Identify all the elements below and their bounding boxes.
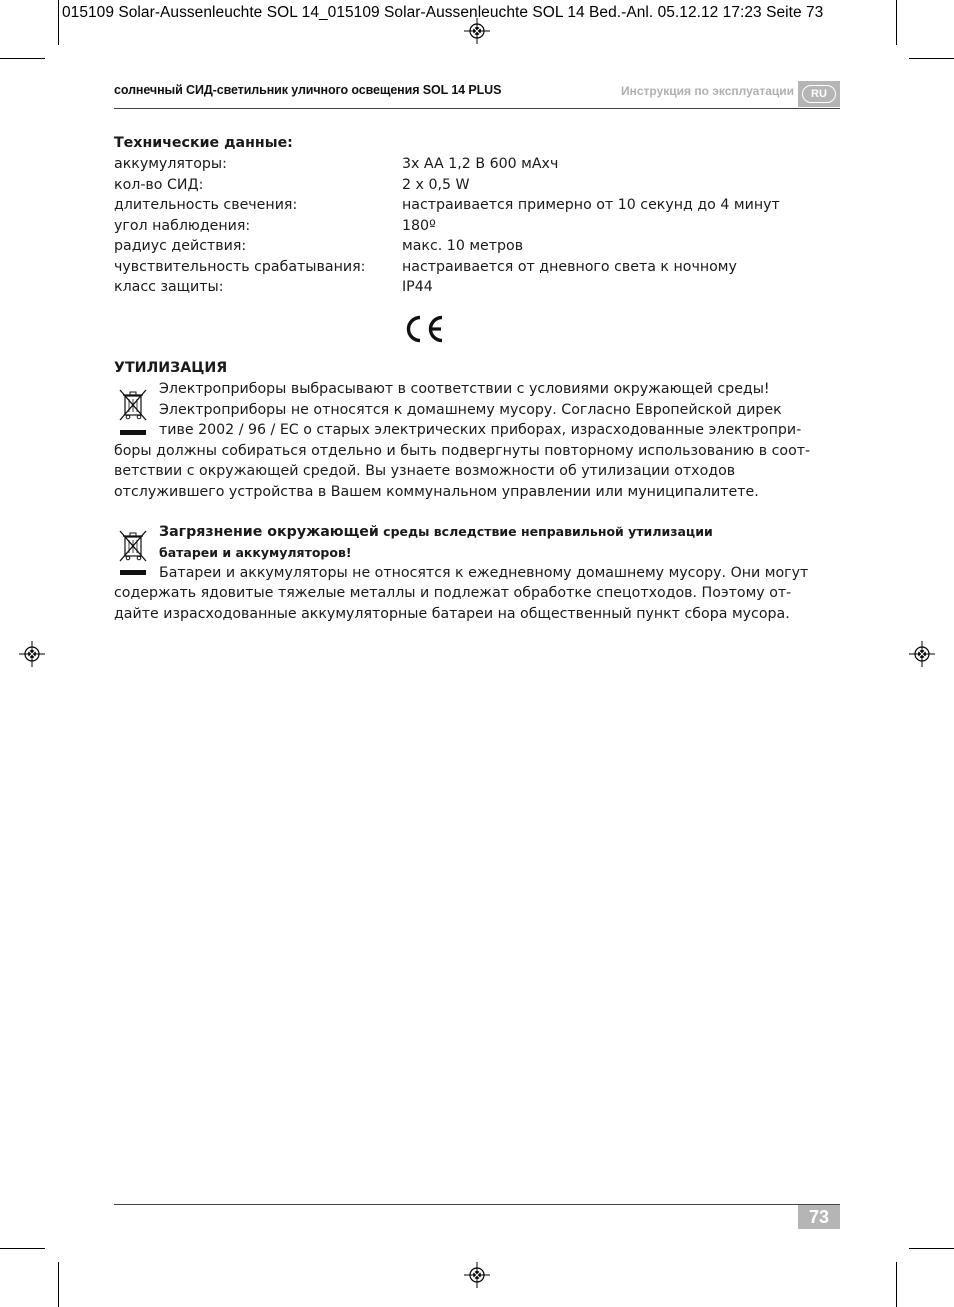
spec-row (114, 154, 840, 175)
crop-mark (909, 1248, 954, 1249)
spec-label: кол-во СИД: (114, 176, 204, 193)
header-subtitle: Инструкция по эксплуатации (620, 84, 794, 98)
specs-heading: Технические данные: (114, 135, 293, 151)
crop-mark (0, 1248, 45, 1249)
ce-mark-icon (401, 314, 445, 344)
disposal-line: отслужившего устройства в Вашем коммунальном управлении или муниципалитете. (114, 483, 759, 500)
disposal-line: боры должны собираться отдельно и быть подвергнуты повторному использованию в соот- (114, 442, 811, 459)
spec-value: настраивается от дневного света к ночному (402, 258, 737, 275)
crossed-bin-icon (116, 527, 150, 565)
spec-value: 180º (402, 217, 436, 234)
battery-heading-large: Загрязнение окружающей (159, 524, 379, 540)
registration-mark-icon (464, 1262, 490, 1288)
footer-rule (114, 1204, 840, 1205)
disposal-line: Электроприборы выбрасывают в соответствии с условиями окружающей среды! (159, 381, 770, 397)
battery-line: Батареи и аккумуляторы не относятся к ежедневному домашнему мусору. Они могут (159, 564, 809, 581)
header-rule (114, 108, 840, 109)
crop-mark (58, 1262, 59, 1307)
bin-bar (120, 430, 146, 435)
header-title: солнечный СИД-светильник уличного освещения SOL 14 PLUS (114, 83, 502, 97)
crossed-bin-icon (116, 386, 150, 424)
spec-row (114, 195, 840, 216)
battery-line: содержать ядовитые тяжелые металлы и подлежат обработке спецотходов. Поэтому от- (114, 585, 792, 601)
spec-label: длительность свечения: (114, 197, 298, 213)
spec-value: настраивается примерно от 10 секунд до 4 минут (402, 197, 780, 213)
spec-value: макс. 10 метров (402, 238, 524, 254)
battery-heading-line2: батареи и аккумуляторов! (159, 545, 352, 560)
spec-label: радиус действия: (114, 238, 247, 254)
language-badge: RU (802, 85, 836, 103)
spec-row (114, 175, 840, 196)
crop-mark (909, 58, 954, 59)
crop-mark (896, 1262, 897, 1307)
spec-value: 3x AA 1,2 В 600 мАхч (402, 156, 559, 172)
spec-row (114, 277, 840, 298)
spec-label: угол наблюдения: (114, 217, 251, 234)
page-number: 73 (798, 1205, 840, 1229)
spec-label: чувствительность срабатывания: (114, 258, 366, 275)
spec-row (114, 236, 840, 257)
bin-bar (120, 570, 146, 575)
print-slug: 015109 Solar-Aussenleuchte SOL 14_015109 Solar-Aussenleuchte SOL 14 Bed.-Anl. 05.12.12 17:23 Seite 73 (62, 4, 824, 21)
spec-label: аккумуляторы: (114, 156, 227, 172)
battery-heading-small: среды вследствие неправильной утилизации (378, 524, 713, 539)
battery-heading (159, 522, 713, 543)
battery-line: дайте израсходованные аккумуляторные батареи на общественный пункт сбора мусора. (114, 605, 790, 622)
crop-mark (896, 0, 897, 45)
registration-mark-icon (909, 641, 935, 667)
crop-mark (0, 58, 45, 59)
spec-value: IP44 (402, 279, 433, 295)
disposal-line: ветствии с окружающей средой. Вы узнаете возможности об утилизации отходов (114, 463, 736, 479)
disposal-line: Электроприборы не относятся к домашнему мусору. Согласно Европейской дирек (159, 401, 782, 418)
crop-mark (58, 0, 59, 45)
spec-value: 2 x 0,5 W (402, 176, 470, 193)
spec-row (114, 216, 840, 237)
disposal-heading: УТИЛИЗАЦИЯ (114, 360, 228, 376)
spec-row (114, 257, 840, 278)
spec-label: класс защиты: (114, 279, 224, 295)
registration-mark-icon (19, 641, 45, 667)
disposal-line: тиве 2002 / 96 / ЕС о старых электрических приборах, израсходованные электропри- (159, 422, 802, 438)
